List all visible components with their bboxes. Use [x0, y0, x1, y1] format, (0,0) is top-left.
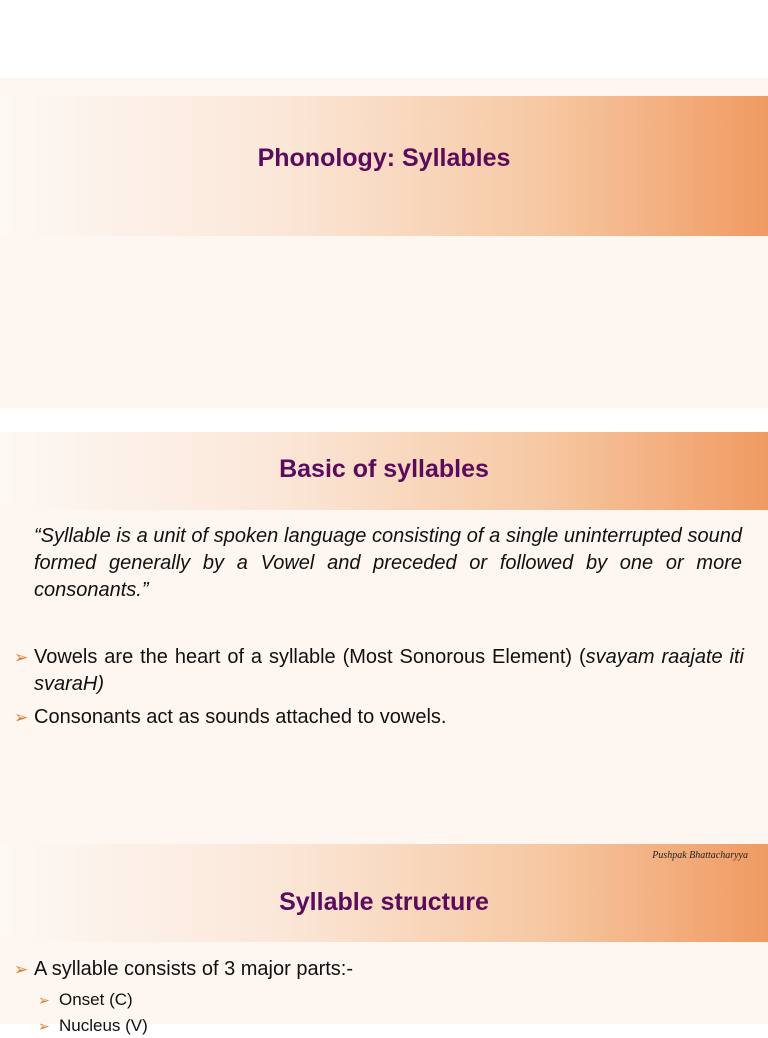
subitem-onset — [38, 988, 738, 1012]
subitem-nucleus-text: Nucleus (V) — [59, 1016, 148, 1035]
bullet-vowels — [14, 644, 744, 698]
bullet-syllable-parts — [14, 956, 744, 983]
subitem-nucleus — [38, 1014, 738, 1038]
slide-1 — [0, 78, 768, 408]
slide-3-title: Syllable structure — [279, 888, 489, 916]
bullet-syllable-parts-text: A syllable consists of 3 major parts:- — [34, 958, 354, 980]
bullet-arrow-icon: ➢ — [14, 648, 29, 667]
slide-2 — [0, 432, 768, 844]
slide-3 — [0, 866, 768, 1035]
sub-bullet-arrow-icon: ➢ — [38, 992, 50, 1008]
slide-2-title: Basic of syllables — [279, 455, 489, 483]
bullet-vowels-text: Vowels are the heart of a syllable (Most Sonorous Element) (svayam raajate iti svaraH) — [34, 646, 744, 695]
author-footer: Pushpak Bhattacharyya — [652, 850, 748, 861]
sub-bullet-arrow-icon: ➢ — [38, 1018, 50, 1034]
bullet-arrow-icon: ➢ — [14, 960, 29, 979]
definition-quote: “Syllable is a unit of spoken language consisting of a single uninterrupted sound formed generally by a Vowel and preceded or followed by one or more consonants.” — [34, 525, 742, 601]
subitem-onset-text: Onset (C) — [59, 990, 133, 1009]
slide-1-title: Phonology: Syllables — [257, 144, 511, 172]
bullet-consonants-text: Consonants act as sounds attached to vowels. — [34, 706, 447, 728]
sanskrit-phrase: svayam raajate iti svaraH) — [34, 646, 744, 695]
bullet-arrow-icon: ➢ — [14, 708, 29, 727]
bullet-consonants — [14, 704, 744, 731]
